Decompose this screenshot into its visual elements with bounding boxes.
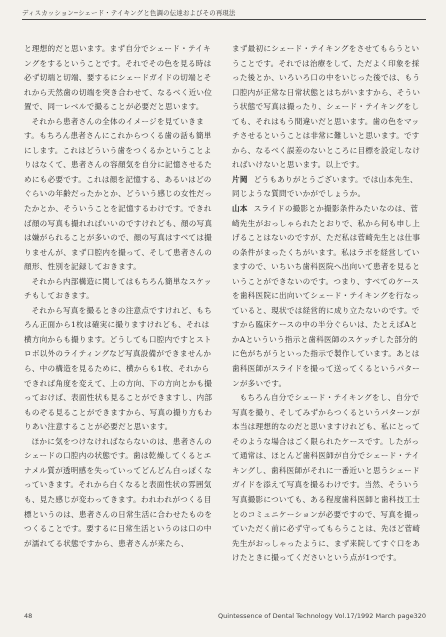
paragraph [232, 42, 425, 173]
paragraph [24, 304, 217, 435]
paragraph [232, 173, 425, 202]
paragraph [232, 202, 425, 391]
paragraph [24, 275, 217, 304]
right-column [232, 42, 425, 582]
paragraph-text: スライドの撮影とか撮影条件みたいなのは、菅崎先生がおっしゃられたとおりで、私から何も申し上げることはないのですが、ただ私は菅崎先生とは仕事の条件がまったくちがいます。私はラボを経営していますので、いちいち歯科医院へ出向いて患者を見るということができないのです。つまり、すべてのケースを歯科医院に出向いてシェード・テイキングを行なっていると、現状では経営的に成り立たないのです。ですから臨床ケースの中の半分ぐらいは、たとえばAとかAといういう指示と歯科医師のスケッチした部分的に色がちがうといった指示で製作しています。あとは歯科医師がスライドを撮って送ってくるというパターンが多いです。 [232, 204, 421, 388]
paragraph-text: ほかに気をつけなければならないのは、患者さんのシェードの口腔内の状態です。歯は乾燥してくるとエナメル質が透明感を失っていってどんどん白っぽくなっていきます。それから白くなると表面性状の雰囲気も、見た感じが変わってきます。われわれがつくる目標というのは、患者さんの日常生活に合わせたものをつくることです。要するに日常生活というのは口の中が濡れてる状態ですから、患者さんが来たら、 [24, 436, 213, 548]
speaker-name: 山本 [232, 204, 248, 214]
paragraph [232, 391, 425, 566]
paragraph-text: まず最初にシェード・テイキングをさせてもらうということです。それでは治療をして、ただよく印象を採った後とか、いろいろ口の中をいじった後では、もう口腔内が正常な日常状態とはちがいますから、そういう状態で写真は撮ったり、シェード・テイキングをしても、それはもう間違いだと思います。歯の色をマッチさせるということは非常に難しいと思います。ですから、なるべく誤差のないところに目標を設定しなければいけないと思います。以上です。 [232, 44, 421, 170]
journal-footer: Quintessence of Dental Technology Vol.17/1992 March page320 [218, 612, 426, 620]
page-number: 48 [24, 612, 33, 620]
header-rule [22, 19, 426, 20]
paragraph-text: と理想的だと思います。まず自分でシェード・テイキングをするということです。それでその色を見る時は必ず切端と切端、要するにシェードガイドの切端とそれから天然歯の切端を突き合わせて、なるべく近い位置で、同一レベルで撮ることが必要だと思います。 [24, 44, 213, 112]
paragraph-text: それから写真を撮るときの注意点ですけれど、もちろん正面から1枚は確実に撮りますけれども、それは横方向からも撮ります。どうしても口腔内ですとストロボ以外のライティングなど写真設備ができませんから、中の構造を見るために、横からも1枚、それからできれば角度を変えて、上の方向、下の方向とかも撮っておけば、表面性状も見ることができますし、内部ものぞる見ることができますから、写真の撮り方もわりあい注意することが必要だと思います。 [24, 305, 213, 432]
paragraph-text: それから患者さんの全体のイメージを見ていきます。もちろん患者さんにこれからつくる歯の話も簡単にします。これはどういう歯をつくるかということよりはなくて、患者さんの容顔気を自分に記憶させるためにも必要です。これは顔を記憶する、あるいはどのぐらいの年齢だったかとか、どういう感じの女性だったかとか、そういうことを記憶するわけです。できれば顔の写真も撮れればいいのですけれども、顔の写真は嫌がられることが多いので、顔の写真はすべては撮りませんが、まず口腔内を撮って、そして患者さんの顔形、性別を記録しておきます。 [24, 116, 213, 272]
paragraph [24, 435, 217, 551]
left-column [24, 42, 217, 582]
paragraph-text: どうもありがとうございます。では山本先生、同じような質問でいかがでしょうか。 [232, 174, 418, 199]
running-header: ディスカッション─シェード・テイキングと色調の伝達およびその再現法 [22, 9, 236, 17]
paragraph [24, 42, 217, 115]
speaker-name: 片岡 [232, 174, 248, 184]
paragraph [24, 115, 217, 275]
paragraph-text: もちろん自分でシェード・テイキングをし、自分で写真を撮り、そしてみずからつくるというパターンが本当は理想的なのだと思いますけれども、私にとってそのような場合はごく限られたケースです。したがって通常は、ほとんど歯科医師が自分でシェード・テイキングし、歯科医師がそれに一番近いと思うシェードガイドを添えて写真を撮るわけです。当然、そういう写真撮影についても、ある程度歯科医師と歯科技工士とのコミュニケーションが必要ですので、写真を撮っていただく前に必ず守ってもらうことは、先ほど菅崎先生がおっしゃったように、まず来院してすぐ口をあけたときに撮ってくださいという点が1つです。 [232, 393, 421, 563]
paragraph-text: それから内部構造に関してはもちろん簡単なスケッチもしておきます。 [24, 276, 212, 301]
